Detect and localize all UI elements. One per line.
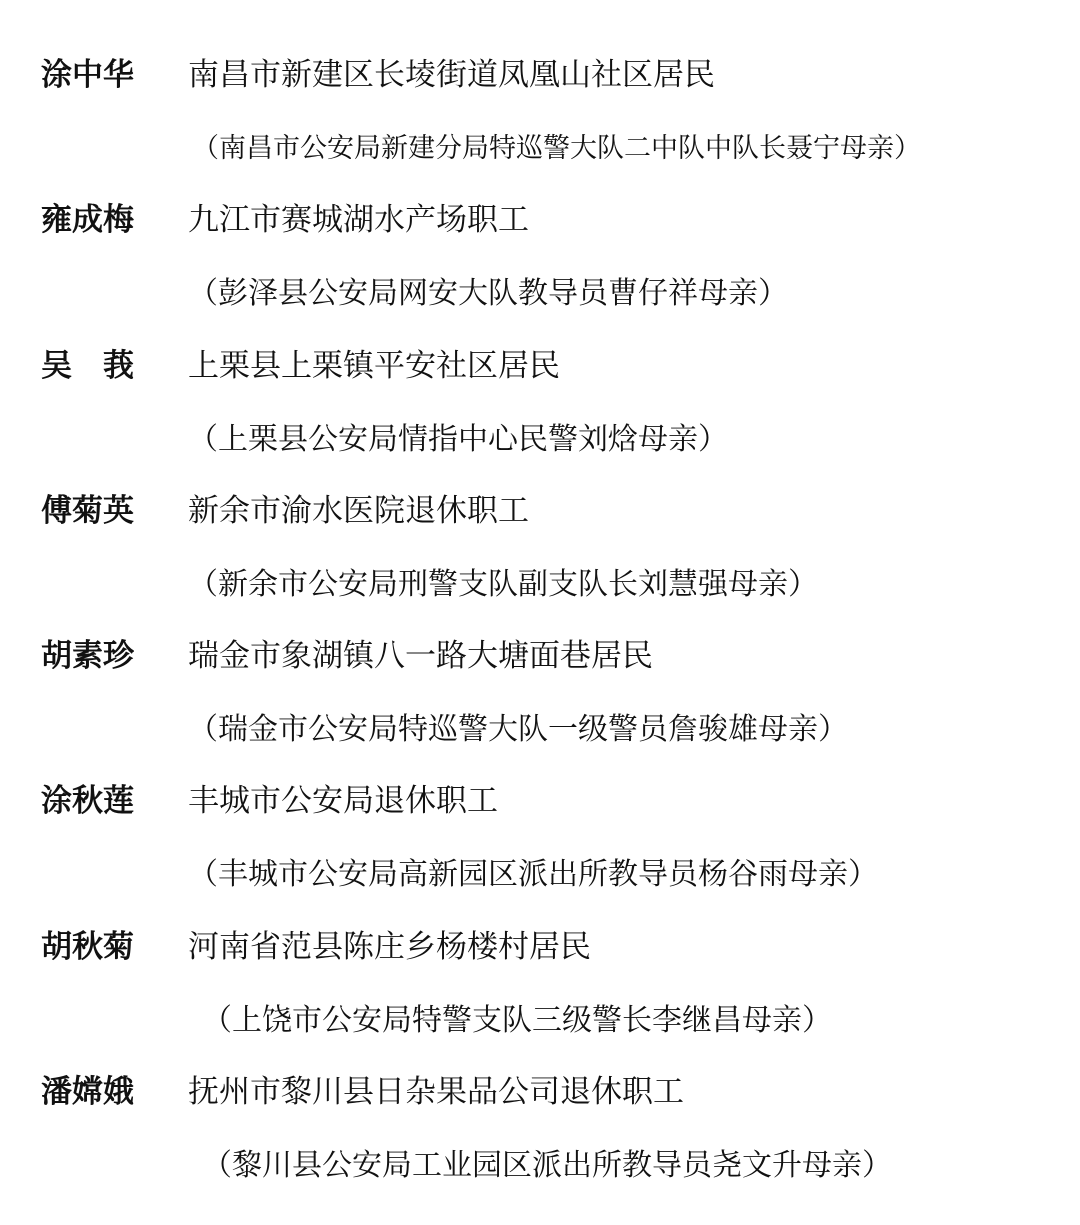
list-item <box>0 636 1080 782</box>
honoree-name: 潘嫦娥 <box>41 1074 134 1110</box>
honoree-location: 新余市渝水医院退休职工 <box>188 493 529 529</box>
list-item <box>0 927 1080 1073</box>
honoree-name: 涂中华 <box>41 57 134 93</box>
honoree-location: 九江市赛城湖水产场职工 <box>188 202 529 238</box>
honoree-relation: （上饶市公安局特警支队三级警长李继昌母亲） <box>202 1003 832 1038</box>
list-item <box>0 781 1080 927</box>
honoree-name: 涂秋莲 <box>41 783 134 819</box>
honoree-relation: （新余市公安局刑警支队副支队长刘慧强母亲） <box>188 567 818 602</box>
honoree-relation: （南昌市公安局新建分局特巡警大队二中队中队长聂宁母亲） <box>192 133 921 164</box>
honoree-location: 南昌市新建区长堎街道凤凰山社区居民 <box>188 57 715 93</box>
honoree-relation: （上栗县公安局情指中心民警刘焓母亲） <box>188 422 728 457</box>
honoree-relation: （瑞金市公安局特巡警大队一级警员詹骏雄母亲） <box>188 712 848 747</box>
honoree-location: 上栗县上栗镇平安社区居民 <box>188 348 560 384</box>
honoree-name: 雍成梅 <box>41 202 134 238</box>
list-item <box>0 55 1080 201</box>
honoree-relation: （彭泽县公安局网安大队教导员曹仔祥母亲） <box>188 276 788 311</box>
honoree-name: 胡素珍 <box>41 638 134 674</box>
honoree-location: 河南省范县陈庄乡杨楼村居民 <box>188 929 591 965</box>
honoree-location: 抚州市黎川县日杂果品公司退休职工 <box>188 1074 684 1110</box>
honoree-relation: （黎川县公安局工业园区派出所教导员尧文升母亲） <box>202 1148 892 1183</box>
list-item <box>0 200 1080 346</box>
honoree-relation: （丰城市公安局高新园区派出所教导员杨谷雨母亲） <box>188 857 878 892</box>
honoree-name: 傅菊英 <box>41 493 134 529</box>
list-item <box>0 346 1080 492</box>
honoree-name: 胡秋菊 <box>41 929 134 965</box>
honoree-name: 吴 莪 <box>41 348 134 384</box>
list-item <box>0 491 1080 637</box>
honoree-location: 瑞金市象湖镇八一路大塘面巷居民 <box>188 638 653 674</box>
list-item <box>0 1072 1080 1218</box>
honoree-location: 丰城市公安局退休职工 <box>188 783 498 819</box>
